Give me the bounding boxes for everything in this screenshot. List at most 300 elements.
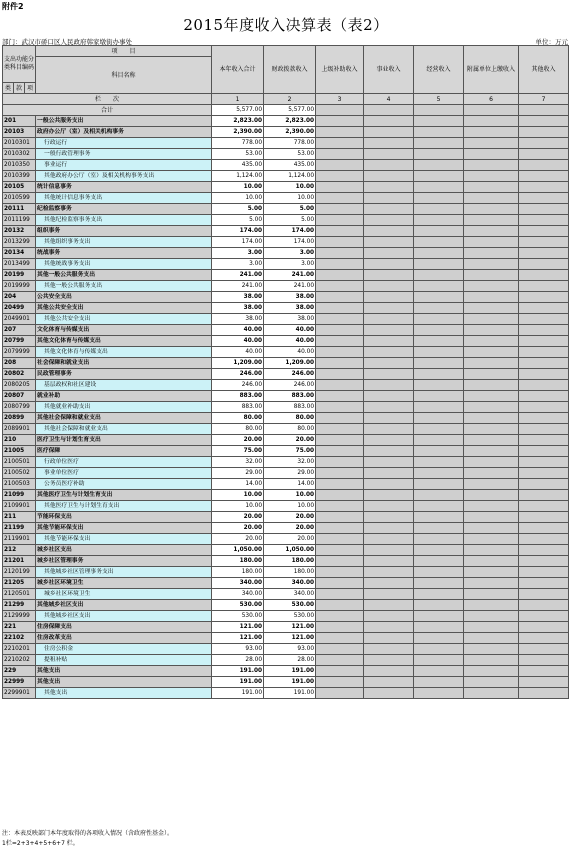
row-name: 社会保障和就业支出 xyxy=(36,358,212,369)
empty-cell xyxy=(364,138,414,149)
row-fiscal: 246.00 xyxy=(264,369,316,380)
empty-cell xyxy=(519,402,569,413)
row-name: 行政运行 xyxy=(36,138,212,149)
row-code: 2013499 xyxy=(3,259,36,270)
row-name: 住房公积金 xyxy=(36,644,212,655)
empty-cell xyxy=(364,655,414,666)
table-row xyxy=(3,259,569,270)
row-name: 提租补贴 xyxy=(36,655,212,666)
empty-cell xyxy=(414,325,464,336)
row-name: 其他支出 xyxy=(36,677,212,688)
row-code: 2120501 xyxy=(3,589,36,600)
empty-cell xyxy=(414,358,464,369)
empty-cell xyxy=(464,270,519,281)
empty-cell xyxy=(519,633,569,644)
empty-cell xyxy=(464,127,519,138)
table-row xyxy=(3,380,569,391)
row-total: 241.00 xyxy=(212,281,264,292)
empty-cell xyxy=(364,116,414,127)
empty-cell xyxy=(364,237,414,248)
row-total: 191.00 xyxy=(212,666,264,677)
row-fiscal: 5.00 xyxy=(264,204,316,215)
empty-cell xyxy=(364,259,414,270)
row-name: 其他文化体育与传媒支出 xyxy=(36,336,212,347)
empty-cell xyxy=(316,336,364,347)
empty-cell xyxy=(414,292,464,303)
row-name: 其他组织事务支出 xyxy=(36,237,212,248)
empty-cell xyxy=(316,534,364,545)
row-fiscal: 80.00 xyxy=(264,413,316,424)
row-code: 207 xyxy=(3,325,36,336)
empty-cell xyxy=(414,303,464,314)
empty-cell xyxy=(464,556,519,567)
empty-cell xyxy=(464,215,519,226)
row-fiscal: 191.00 xyxy=(264,688,316,699)
row-code: 229 xyxy=(3,666,36,677)
page-title: 2015年度收入决算表（表2） xyxy=(183,16,389,34)
row-name: 医疗保障 xyxy=(36,446,212,457)
empty-cell xyxy=(364,281,414,292)
empty-cell xyxy=(519,688,569,699)
row-total: 435.00 xyxy=(212,160,264,171)
table-row xyxy=(3,446,569,457)
row-fiscal: 241.00 xyxy=(264,281,316,292)
empty-cell xyxy=(519,644,569,655)
empty-cell xyxy=(316,116,364,127)
empty-cell xyxy=(316,435,364,446)
empty-cell xyxy=(464,644,519,655)
table-row xyxy=(3,457,569,468)
row-name: 民政管理事务 xyxy=(36,369,212,380)
row-name: 其他节能环保支出 xyxy=(36,523,212,534)
empty-cell xyxy=(519,281,569,292)
empty-cell xyxy=(414,490,464,501)
empty-cell xyxy=(519,325,569,336)
table-row xyxy=(3,688,569,699)
row-name: 统计信息事务 xyxy=(36,182,212,193)
empty-cell xyxy=(414,622,464,633)
empty-cell xyxy=(519,270,569,281)
row-code: 2010599 xyxy=(3,193,36,204)
table-row xyxy=(3,402,569,413)
empty-cell xyxy=(364,391,414,402)
empty-cell xyxy=(364,534,414,545)
empty-cell xyxy=(316,248,364,259)
table-row xyxy=(3,160,569,171)
empty-cell xyxy=(464,578,519,589)
row-name: 住房保障支出 xyxy=(36,622,212,633)
row-fiscal: 2,823.00 xyxy=(264,116,316,127)
empty-cell xyxy=(364,127,414,138)
row-name: 一般行政管理事务 xyxy=(36,149,212,160)
empty-cell xyxy=(364,303,414,314)
empty-cell xyxy=(464,226,519,237)
empty-cell xyxy=(364,193,414,204)
empty-cell xyxy=(464,424,519,435)
empty-cell xyxy=(519,215,569,226)
row-name: 其他城乡社区支出 xyxy=(36,611,212,622)
empty-cell xyxy=(519,589,569,600)
row-fiscal: 191.00 xyxy=(264,666,316,677)
empty-cell xyxy=(464,402,519,413)
empty-cell xyxy=(316,512,364,523)
table-row xyxy=(3,578,569,589)
empty-cell xyxy=(364,501,414,512)
kuan-header: 类 xyxy=(3,83,14,94)
table-row xyxy=(3,600,569,611)
total-sum: 5,577.00 xyxy=(212,105,264,116)
row-name: 城乡社区环境卫生 xyxy=(36,578,212,589)
empty-cell xyxy=(316,666,364,677)
empty-cell xyxy=(316,391,364,402)
row-fiscal: 32.00 xyxy=(264,457,316,468)
row-total: 778.00 xyxy=(212,138,264,149)
row-name: 其他节能环保支出 xyxy=(36,534,212,545)
empty-cell xyxy=(316,138,364,149)
row-code: 221 xyxy=(3,622,36,633)
empty-cell xyxy=(414,149,464,160)
note-1: 注：本表反映部门本年度取得的各项收入情况（含政府性基金）。 xyxy=(2,830,174,837)
empty-cell xyxy=(519,534,569,545)
row-name: 基层政权和社区建设 xyxy=(36,380,212,391)
table-row xyxy=(3,193,569,204)
empty-cell xyxy=(519,149,569,160)
row-code: 2080799 xyxy=(3,402,36,413)
col-total-header: 本年收入合计 xyxy=(212,46,264,94)
table-row xyxy=(3,534,569,545)
empty-cell xyxy=(316,149,364,160)
row-code: 212 xyxy=(3,545,36,556)
table-row xyxy=(3,512,569,523)
table-row xyxy=(3,182,569,193)
row-code: 21201 xyxy=(3,556,36,567)
empty-cell xyxy=(464,600,519,611)
empty-cell xyxy=(464,490,519,501)
empty-cell xyxy=(464,622,519,633)
row-total: 10.00 xyxy=(212,193,264,204)
empty-cell xyxy=(316,688,364,699)
empty-cell xyxy=(364,358,414,369)
empty-cell xyxy=(364,556,414,567)
empty-cell xyxy=(364,204,414,215)
col-index-4: 4 xyxy=(364,94,414,105)
table-row xyxy=(3,171,569,182)
kuan2-header: 款 xyxy=(14,83,25,94)
empty-cell xyxy=(414,589,464,600)
row-total: 3.00 xyxy=(212,248,264,259)
row-fiscal: 1,209.00 xyxy=(264,358,316,369)
row-code: 2100503 xyxy=(3,479,36,490)
empty-cell xyxy=(414,655,464,666)
empty-cell xyxy=(364,611,414,622)
empty-cell xyxy=(519,314,569,325)
row-fiscal: 40.00 xyxy=(264,336,316,347)
empty-cell xyxy=(316,237,364,248)
table-row xyxy=(3,545,569,556)
table-row xyxy=(3,281,569,292)
empty-cell xyxy=(519,369,569,380)
empty-cell xyxy=(364,523,414,534)
row-total: 38.00 xyxy=(212,303,264,314)
row-total: 2,390.00 xyxy=(212,127,264,138)
empty-cell xyxy=(519,567,569,578)
empty-cell xyxy=(464,336,519,347)
row-code: 201 xyxy=(3,116,36,127)
empty-cell xyxy=(414,193,464,204)
table-row xyxy=(3,435,569,446)
empty-cell xyxy=(414,215,464,226)
row-total: 180.00 xyxy=(212,567,264,578)
empty-cell xyxy=(519,237,569,248)
empty-cell xyxy=(414,391,464,402)
empty-cell xyxy=(364,380,414,391)
empty-cell xyxy=(414,457,464,468)
empty-cell xyxy=(519,435,569,446)
empty-cell xyxy=(464,171,519,182)
empty-cell xyxy=(316,303,364,314)
row-total: 75.00 xyxy=(212,446,264,457)
empty-cell xyxy=(464,655,519,666)
row-code: 20105 xyxy=(3,182,36,193)
row-name: 其他一般公共服务支出 xyxy=(36,281,212,292)
empty-cell xyxy=(464,248,519,259)
empty-cell xyxy=(316,226,364,237)
empty-cell xyxy=(316,424,364,435)
row-total: 20.00 xyxy=(212,534,264,545)
empty-cell xyxy=(519,655,569,666)
empty-cell xyxy=(364,402,414,413)
empty-cell xyxy=(519,182,569,193)
empty-cell xyxy=(519,512,569,523)
row-code: 2210202 xyxy=(3,655,36,666)
row-fiscal: 435.00 xyxy=(264,160,316,171)
table-row xyxy=(3,677,569,688)
empty-cell xyxy=(519,160,569,171)
table-row xyxy=(3,237,569,248)
row-fiscal: 340.00 xyxy=(264,578,316,589)
empty-cell xyxy=(414,567,464,578)
empty-cell xyxy=(519,303,569,314)
row-name: 就业补助 xyxy=(36,391,212,402)
empty-cell xyxy=(464,325,519,336)
empty-cell xyxy=(464,105,519,116)
empty-cell xyxy=(316,171,364,182)
empty-cell xyxy=(464,545,519,556)
row-fiscal: 20.00 xyxy=(264,523,316,534)
empty-cell xyxy=(519,127,569,138)
empty-cell xyxy=(464,435,519,446)
empty-cell xyxy=(364,369,414,380)
table-row xyxy=(3,314,569,325)
empty-cell xyxy=(364,457,414,468)
row-fiscal: 20.00 xyxy=(264,534,316,545)
empty-cell xyxy=(316,633,364,644)
row-code: 2100501 xyxy=(3,457,36,468)
row-fiscal: 10.00 xyxy=(264,182,316,193)
empty-cell xyxy=(464,138,519,149)
empty-cell xyxy=(519,105,569,116)
empty-cell xyxy=(464,369,519,380)
row-fiscal: 778.00 xyxy=(264,138,316,149)
row-fiscal: 530.00 xyxy=(264,611,316,622)
row-fiscal: 29.00 xyxy=(264,468,316,479)
total-row xyxy=(3,105,569,116)
empty-cell xyxy=(414,248,464,259)
row-total: 191.00 xyxy=(212,688,264,699)
empty-cell xyxy=(519,666,569,677)
empty-cell xyxy=(414,105,464,116)
empty-cell xyxy=(316,556,364,567)
empty-cell xyxy=(414,644,464,655)
row-code: 21199 xyxy=(3,523,36,534)
empty-cell xyxy=(414,633,464,644)
row-fiscal: 1,124.00 xyxy=(264,171,316,182)
row-name: 其他公共安全支出 xyxy=(36,314,212,325)
row-total: 2,823.00 xyxy=(212,116,264,127)
row-fiscal: 191.00 xyxy=(264,677,316,688)
empty-cell xyxy=(316,479,364,490)
empty-cell xyxy=(464,303,519,314)
empty-cell xyxy=(316,567,364,578)
empty-cell xyxy=(519,259,569,270)
empty-cell xyxy=(519,226,569,237)
row-name: 其他文化体育与传媒支出 xyxy=(36,347,212,358)
row-fiscal: 530.00 xyxy=(264,600,316,611)
empty-cell xyxy=(464,446,519,457)
row-code: 22102 xyxy=(3,633,36,644)
empty-cell xyxy=(464,391,519,402)
empty-cell xyxy=(364,226,414,237)
empty-cell xyxy=(519,479,569,490)
empty-cell xyxy=(414,468,464,479)
row-total: 40.00 xyxy=(212,325,264,336)
row-fiscal: 40.00 xyxy=(264,347,316,358)
col-index-5: 5 xyxy=(414,94,464,105)
table-row xyxy=(3,666,569,677)
row-fiscal: 3.00 xyxy=(264,248,316,259)
empty-cell xyxy=(464,567,519,578)
row-total: 121.00 xyxy=(212,622,264,633)
empty-cell xyxy=(414,523,464,534)
row-total: 174.00 xyxy=(212,237,264,248)
row-total: 1,124.00 xyxy=(212,171,264,182)
empty-cell xyxy=(364,666,414,677)
item-name-header: 科目名称 xyxy=(36,57,212,94)
empty-cell xyxy=(414,160,464,171)
row-total: 38.00 xyxy=(212,292,264,303)
empty-cell xyxy=(414,347,464,358)
row-code: 21299 xyxy=(3,600,36,611)
row-total: 1,209.00 xyxy=(212,358,264,369)
row-code: 22999 xyxy=(3,677,36,688)
row-fiscal: 883.00 xyxy=(264,402,316,413)
empty-cell xyxy=(414,446,464,457)
table-row xyxy=(3,589,569,600)
empty-cell xyxy=(519,248,569,259)
row-total: 20.00 xyxy=(212,512,264,523)
row-name: 其他医疗卫生与计划生育支出 xyxy=(36,501,212,512)
row-name: 住房改革支出 xyxy=(36,633,212,644)
empty-cell xyxy=(519,358,569,369)
row-fiscal: 174.00 xyxy=(264,226,316,237)
empty-cell xyxy=(364,314,414,325)
row-total: 29.00 xyxy=(212,468,264,479)
empty-cell xyxy=(316,523,364,534)
empty-cell xyxy=(316,160,364,171)
row-name: 公共安全支出 xyxy=(36,292,212,303)
row-total: 20.00 xyxy=(212,435,264,446)
empty-cell xyxy=(364,479,414,490)
empty-cell xyxy=(464,666,519,677)
empty-cell xyxy=(364,578,414,589)
empty-cell xyxy=(316,457,364,468)
empty-cell xyxy=(364,567,414,578)
table-row xyxy=(3,226,569,237)
row-total: 530.00 xyxy=(212,600,264,611)
empty-cell xyxy=(519,468,569,479)
empty-cell xyxy=(364,424,414,435)
empty-cell xyxy=(414,237,464,248)
empty-cell xyxy=(316,611,364,622)
empty-cell xyxy=(414,501,464,512)
row-code: 2010350 xyxy=(3,160,36,171)
empty-cell xyxy=(464,380,519,391)
row-name: 其他公共安全支出 xyxy=(36,303,212,314)
row-total: 40.00 xyxy=(212,336,264,347)
empty-cell xyxy=(464,457,519,468)
row-name: 其他城乡社区支出 xyxy=(36,600,212,611)
empty-cell xyxy=(414,204,464,215)
row-fiscal: 53.00 xyxy=(264,149,316,160)
col-index-1: 1 xyxy=(212,94,264,105)
empty-cell xyxy=(464,204,519,215)
row-total: 38.00 xyxy=(212,314,264,325)
row-total: 93.00 xyxy=(212,644,264,655)
empty-cell xyxy=(414,413,464,424)
empty-cell xyxy=(316,281,364,292)
row-code: 21099 xyxy=(3,490,36,501)
row-total: 20.00 xyxy=(212,523,264,534)
row-total: 241.00 xyxy=(212,270,264,281)
empty-cell xyxy=(414,611,464,622)
empty-cell xyxy=(364,512,414,523)
row-total: 246.00 xyxy=(212,380,264,391)
table-row xyxy=(3,149,569,160)
empty-cell xyxy=(519,446,569,457)
row-name: 其他社会保障和就业支出 xyxy=(36,413,212,424)
row-name: 一般公共服务支出 xyxy=(36,116,212,127)
row-total: 883.00 xyxy=(212,391,264,402)
empty-cell xyxy=(519,545,569,556)
empty-cell xyxy=(316,105,364,116)
unit-label: 单位：万元 xyxy=(535,38,568,46)
row-code: 20799 xyxy=(3,336,36,347)
table-row xyxy=(3,644,569,655)
empty-cell xyxy=(364,545,414,556)
row-code: 2013299 xyxy=(3,237,36,248)
empty-cell xyxy=(316,622,364,633)
row-fiscal: 38.00 xyxy=(264,292,316,303)
empty-cell xyxy=(519,501,569,512)
table-row xyxy=(3,424,569,435)
empty-cell xyxy=(464,523,519,534)
row-name: 纪检监察事务 xyxy=(36,204,212,215)
row-code: 2011199 xyxy=(3,215,36,226)
row-code: 2010301 xyxy=(3,138,36,149)
row-name: 城乡社区管理事务 xyxy=(36,556,212,567)
row-name: 统战事务 xyxy=(36,248,212,259)
empty-cell xyxy=(464,633,519,644)
